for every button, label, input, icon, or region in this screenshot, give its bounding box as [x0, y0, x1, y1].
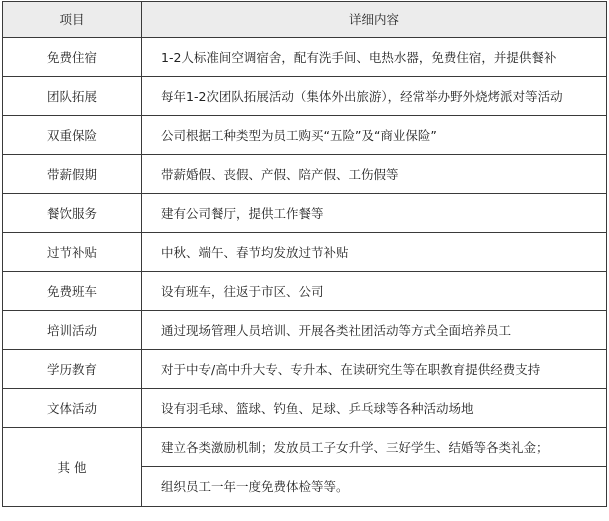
table-row [3, 272, 607, 311]
row-item: 学历教育 [3, 350, 142, 389]
other-detail-2: 组织员工一年一度免费体检等等。 [142, 467, 607, 507]
row-item: 双重保险 [3, 116, 142, 155]
row-item: 免费住宿 [3, 38, 142, 77]
table-row [3, 311, 607, 350]
row-item: 过节补贴 [3, 233, 142, 272]
row-item: 团队拓展 [3, 77, 142, 116]
table-row [3, 116, 607, 155]
table-header-row [3, 2, 607, 38]
row-item: 餐饮服务 [3, 194, 142, 233]
table-row [3, 194, 607, 233]
table-row [3, 350, 607, 389]
row-detail: 建有公司餐厅，提供工作餐等 [142, 194, 607, 233]
row-detail: 设有羽毛球、篮球、钓鱼、足球、乒乓球等各种活动场地 [142, 389, 607, 428]
other-item: 其 他 [3, 428, 142, 507]
row-detail: 1-2人标准间空调宿舍，配有洗手间、电热水器，免费住宿，并提供餐补 [142, 38, 607, 77]
row-detail: 设有班车，往返于市区、公司 [142, 272, 607, 311]
row-detail: 带薪婚假、丧假、产假、陪产假、工伤假等 [142, 155, 607, 194]
table-row [3, 77, 607, 116]
table-row [3, 155, 607, 194]
row-detail: 对于中专/高中升大专、专升本、在读研究生等在职教育提供经费支持 [142, 350, 607, 389]
row-detail: 中秋、端午、春节均发放过节补贴 [142, 233, 607, 272]
header-item: 项目 [3, 2, 142, 38]
table-row [3, 389, 607, 428]
row-item: 带薪假期 [3, 155, 142, 194]
row-detail: 公司根据工种类型为员工购买“五险”及“商业保险” [142, 116, 607, 155]
benefits-table [2, 1, 607, 507]
table-row-other [3, 428, 607, 467]
row-detail: 通过现场管理人员培训、开展各类社团活动等方式全面培养员工 [142, 311, 607, 350]
header-detail: 详细内容 [142, 2, 607, 38]
row-detail: 每年1-2次团队拓展活动（集体外出旅游），经常举办野外烧烤派对等活动 [142, 77, 607, 116]
other-detail-1: 建立各类激励机制；发放员工子女升学、三好学生、结婚等各类礼金； [142, 428, 607, 467]
table-row [3, 38, 607, 77]
row-item: 文体活动 [3, 389, 142, 428]
table-row [3, 233, 607, 272]
row-item: 免费班车 [3, 272, 142, 311]
row-item: 培训活动 [3, 311, 142, 350]
